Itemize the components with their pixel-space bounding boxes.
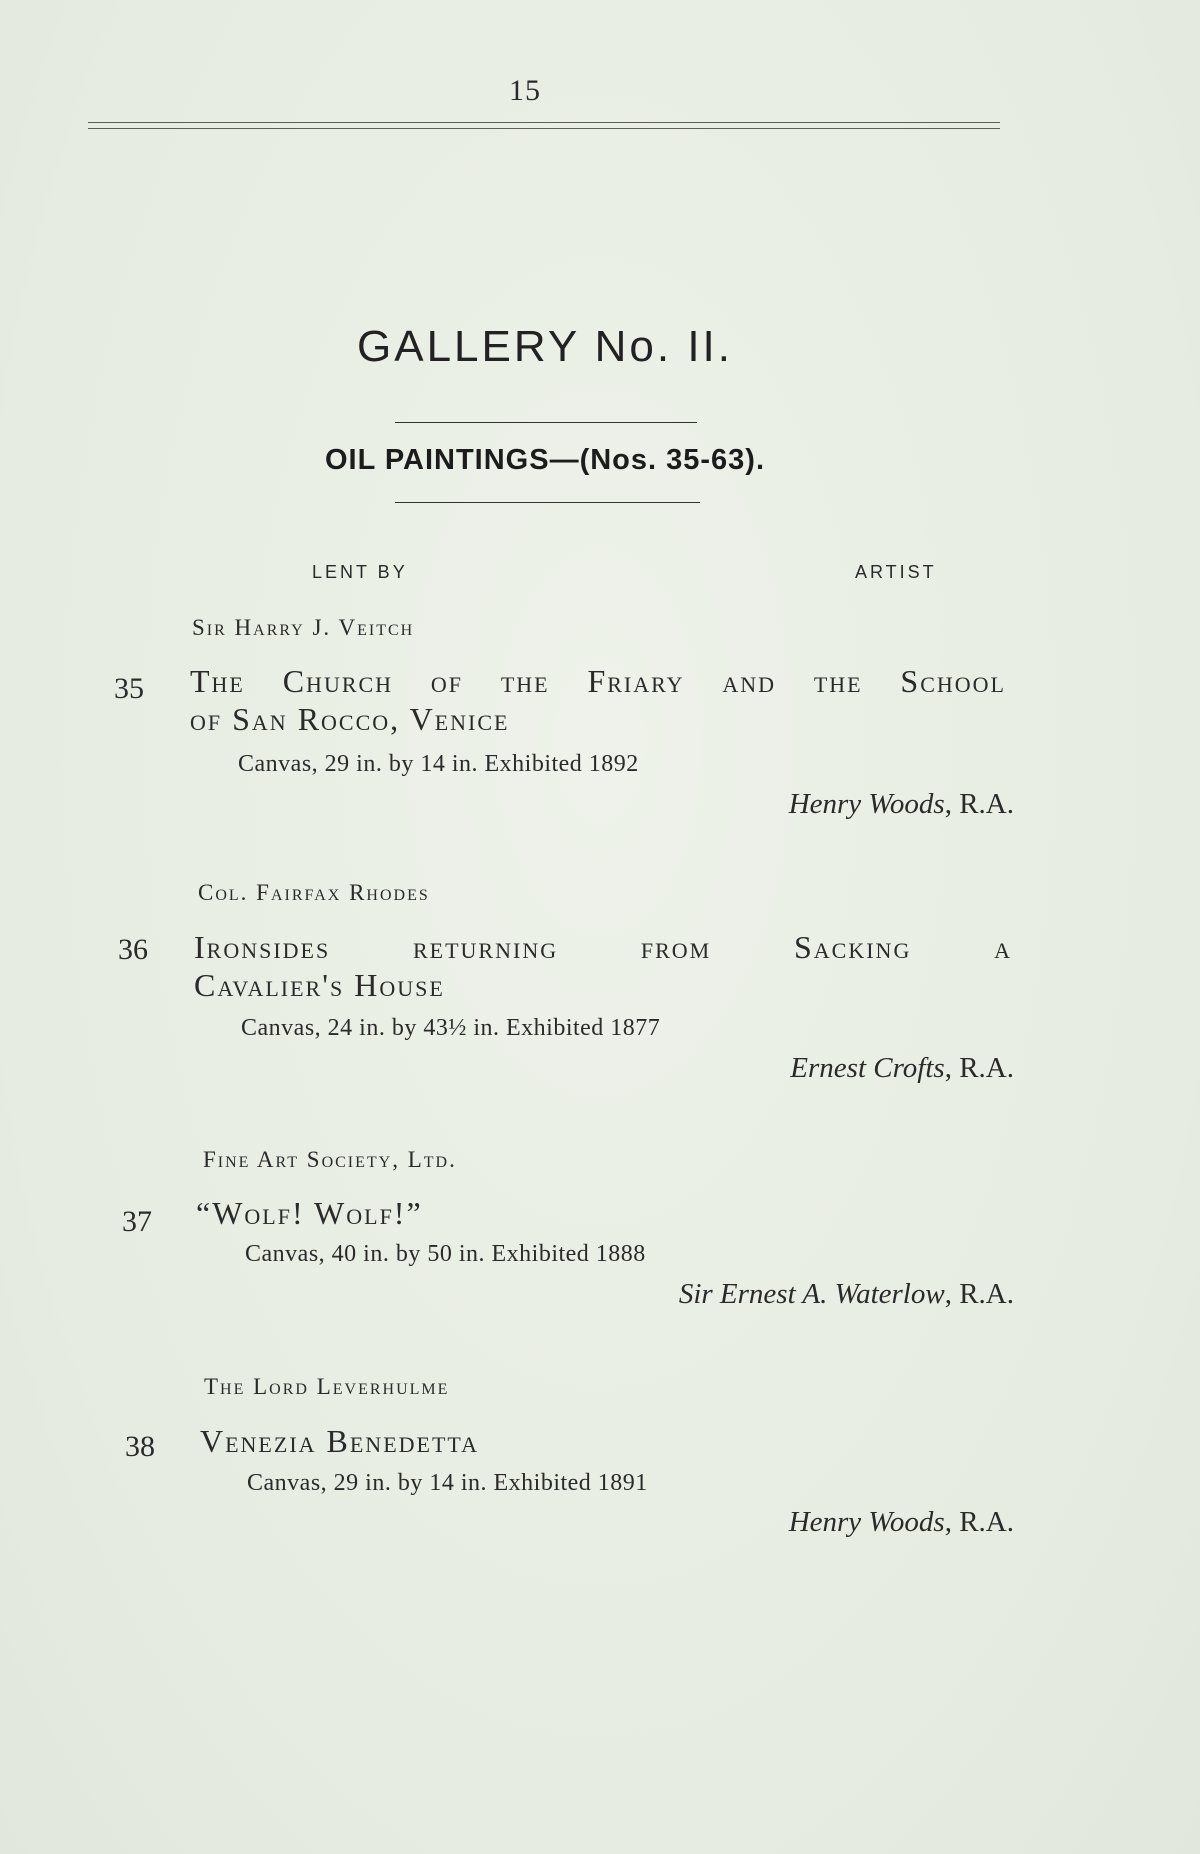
artist-credit — [790, 1052, 1014, 1085]
painting-details: Canvas, 24 in. by 43½ in. Exhibited 1877 — [241, 1015, 661, 1041]
section-subtitle: OIL PAINTINGS—(Nos. 35-63). — [324, 444, 766, 476]
painting-title-line: of San Rocco, Venice — [190, 701, 510, 737]
catalogue-number: 36 — [118, 933, 148, 966]
painting-details: Canvas, 40 in. by 50 in. Exhibited 1888 — [245, 1241, 646, 1267]
artist-name: Ernest Crofts — [790, 1052, 945, 1084]
catalogue-number: 35 — [114, 672, 144, 705]
header-double-rule — [88, 122, 1000, 129]
artist-suffix: , R.A. — [944, 1506, 1014, 1538]
artist-suffix: , R.A. — [944, 1278, 1014, 1310]
lender-name: The Lord Leverhulme — [204, 1374, 450, 1399]
painting-title-line: Cavalier's House — [194, 967, 445, 1003]
painting-details: Canvas, 29 in. by 14 in. Exhibited 1891 — [247, 1470, 648, 1496]
artist-suffix: , R.A. — [944, 1052, 1014, 1084]
artist-name: Henry Woods — [788, 788, 945, 820]
painting-title-line: “Wolf! Wolf!” — [196, 1195, 423, 1231]
artist-suffix: , R.A. — [944, 788, 1014, 820]
lent-by-header: LENT BY — [312, 562, 408, 582]
artist-header: ARTIST — [855, 562, 937, 582]
painting-details: Canvas, 29 in. by 14 in. Exhibited 1892 — [238, 751, 639, 777]
catalogue-number: 37 — [122, 1205, 152, 1238]
lender-name: Col. Fairfax Rhodes — [198, 880, 430, 905]
page-number: 15 — [509, 74, 541, 107]
artist-credit — [789, 1506, 1014, 1539]
artist-credit — [679, 1278, 1014, 1311]
painting-title-line: Venezia Benedetta — [200, 1423, 479, 1459]
lender-name: Sir Harry J. Veitch — [192, 615, 415, 640]
artist-name: Sir Ernest A. Waterlow — [678, 1278, 945, 1310]
title-rule-upper — [395, 422, 697, 423]
painting-title-line: The Church of the Friary and the School — [190, 663, 1006, 699]
title-rule-lower — [395, 502, 700, 503]
catalogue-number: 38 — [125, 1430, 155, 1463]
painting-title-line: Ironsides returning from Sacking a — [194, 929, 1012, 965]
artist-name: Henry Woods — [788, 1506, 945, 1538]
lender-name: Fine Art Society, Ltd. — [203, 1147, 457, 1172]
gallery-title: GALLERY No. II. — [357, 322, 733, 371]
artist-credit — [789, 788, 1014, 821]
